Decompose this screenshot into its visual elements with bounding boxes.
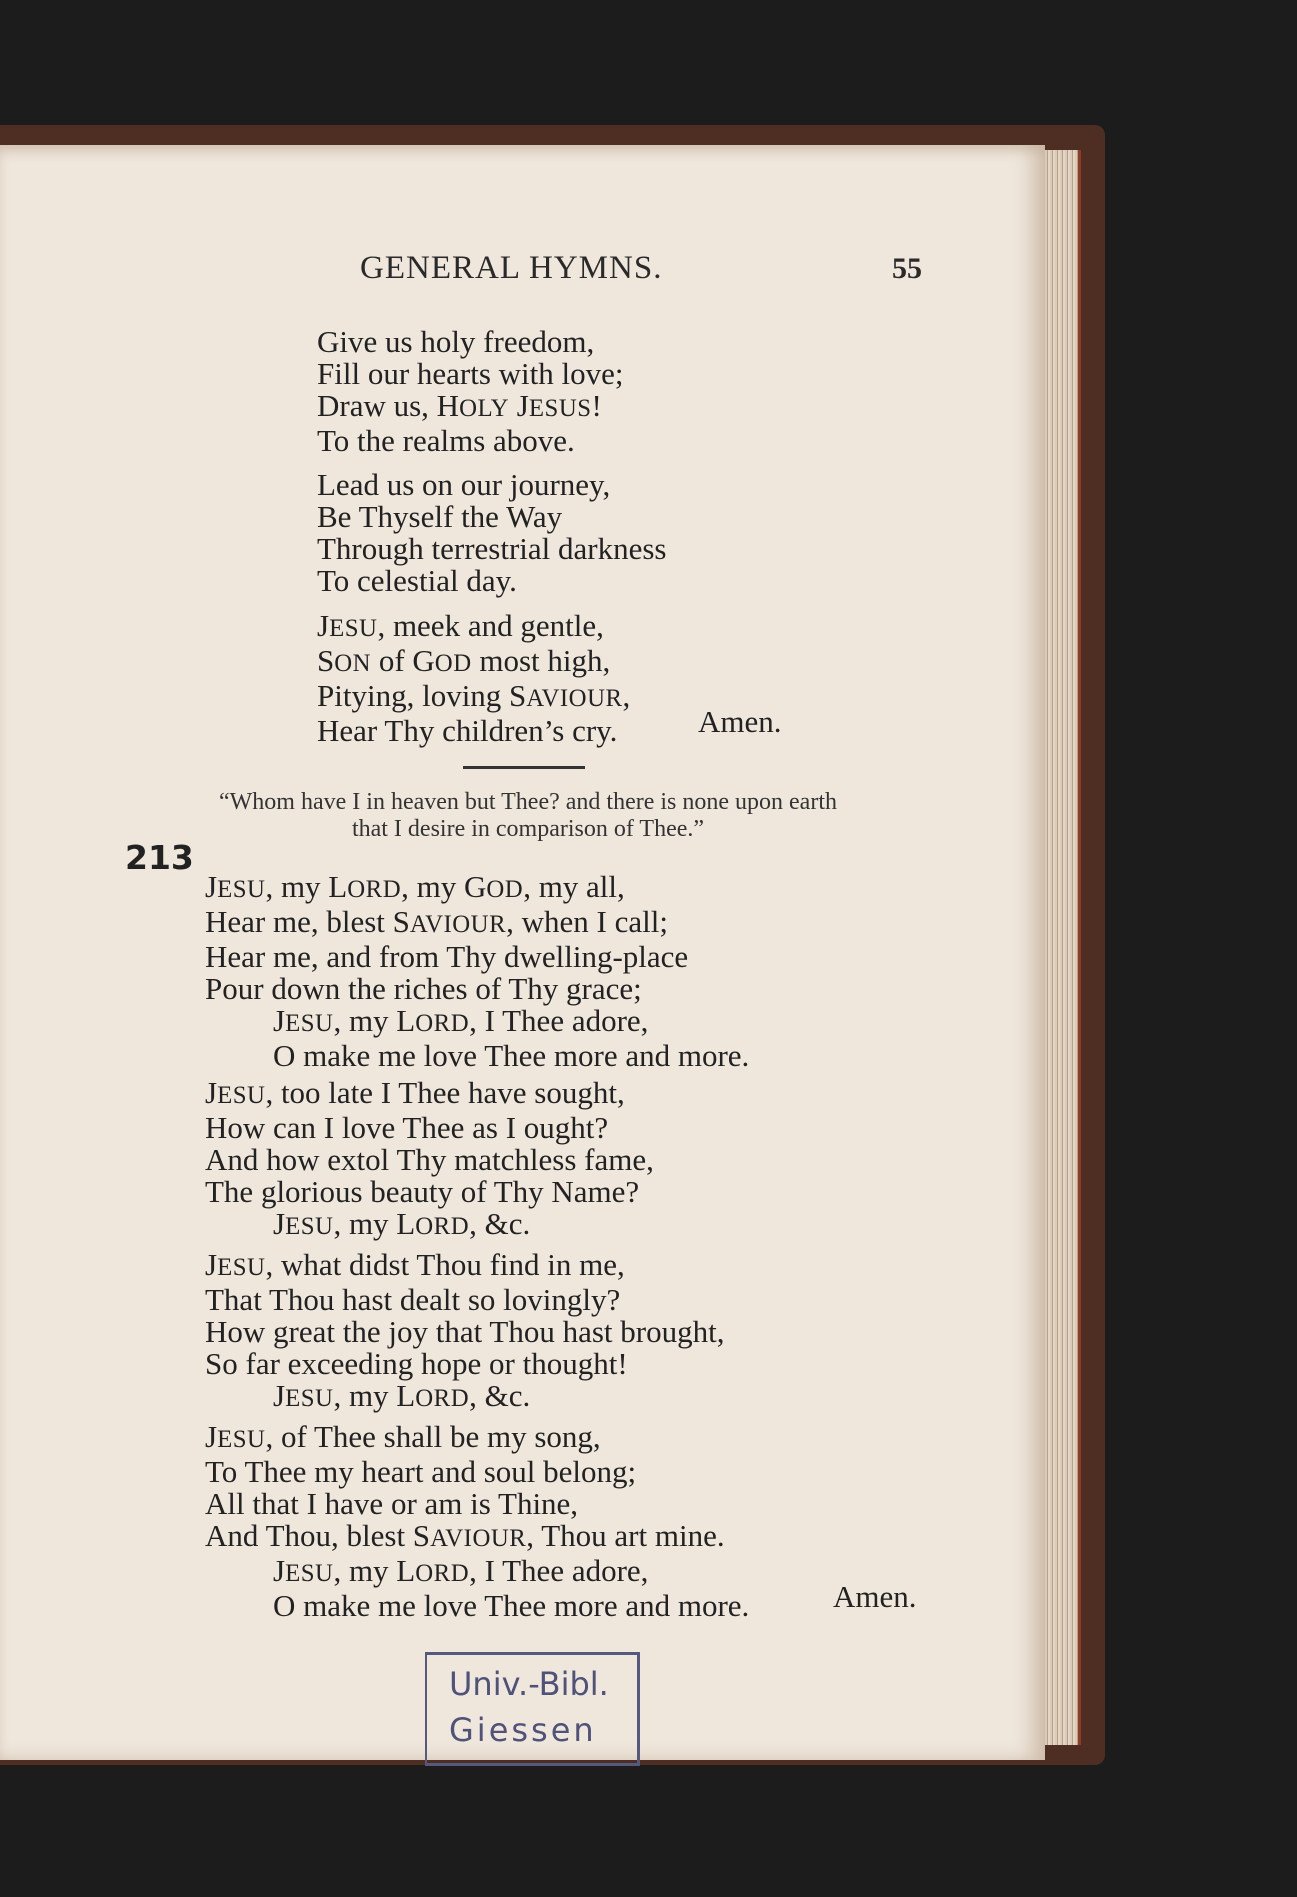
epigraph [123,789,933,843]
verse-line: Hear me, and from Thy dwelling-place [205,939,689,974]
verse-line: All that I have or am is Thine, [205,1486,579,1521]
verse-line: That Thou hast dealt so lovingly? [205,1282,621,1317]
verse-line: Hear me, blest SAVIOUR, when I call; [205,904,668,939]
verse-line: And Thou, blest SAVIOUR, Thou art mine. [205,1518,725,1553]
verse-line: Give us holy freedom, [317,324,595,359]
hymn-divider [463,766,585,769]
verse-line: Lead us on our journey, [317,467,611,502]
refrain-line: JESU, my LORD, I Thee adore, [273,1003,649,1038]
hymn-213-stanza-3 [205,1249,724,1415]
verse-line: To celestial day. [317,563,517,598]
hymn-212-stanza-1 [317,326,624,457]
verse-line: Be Thyself the Way [317,499,563,534]
verse-line: JESU, too late I Thee have sought, [205,1075,625,1110]
verse-line: SON of GOD most high, [317,643,611,678]
hymn-number: 213 [125,838,194,877]
hymn-212-stanza-2 [317,469,667,597]
refrain-line: JESU, my LORD, I Thee adore, [273,1553,649,1588]
hymn-212-stanza-3 [317,610,630,747]
verse-line: To Thee my heart and soul belong; [205,1454,637,1489]
verse-line: And how extol Thy matchless fame, [205,1142,654,1177]
verse-line: So far exceeding hope or thought! [205,1346,628,1381]
verse-line: How great the joy that Thou hast brought, [205,1314,725,1349]
verse-line: JESU, of Thee shall be my song, [205,1419,601,1454]
library-stamp [425,1652,640,1766]
hymn-212-amen: Amen. [698,704,782,739]
hymn-213-stanza-4 [205,1421,749,1622]
hymn-213-stanza-1 [205,871,749,1072]
stamp-line: Univ.-Bibl. [449,1665,609,1703]
verse-line: Hear Thy children’s cry. [317,713,618,748]
verse-line: Pitying, loving SAVIOUR, [317,678,631,713]
verse-line: JESU, my LORD, my GOD, my all, [205,869,625,904]
hymn-213-amen: Amen. [833,1579,917,1614]
epigraph-line: that I desire in comparison of Thee.” [351,816,705,842]
running-head: GENERAL HYMNS. [360,250,663,286]
verse-line: Draw us, HOLY JESUS! [317,388,602,423]
page-number: 55 [892,252,922,285]
verse-line: JESU, meek and gentle, [317,608,604,643]
refrain-line: O make me love Thee more and more. [273,1588,750,1623]
verse-line: JESU, what didst Thou find in me, [205,1247,625,1282]
epigraph-line: “Whom have I in heaven but Thee? and there is none upon earth [219,789,837,815]
verse-line: Fill our hearts with love; [317,356,624,391]
verse-line: How can I love Thee as I ought? [205,1110,609,1145]
verse-line: Pour down the riches of Thy grace; [205,971,642,1006]
refrain-line: JESU, my LORD, &c. [273,1378,531,1413]
refrain-line: O make me love Thee more and more. [273,1038,750,1073]
stamp-line: Giessen [449,1711,597,1749]
verse-line: The glorious beauty of Thy Name? [205,1174,640,1209]
verse-line: To the realms above. [317,423,575,458]
refrain-line: JESU, my LORD, &c. [273,1206,531,1241]
hymn-213-stanza-2 [205,1077,654,1243]
verse-line: Through terrestrial darkness [317,531,667,566]
